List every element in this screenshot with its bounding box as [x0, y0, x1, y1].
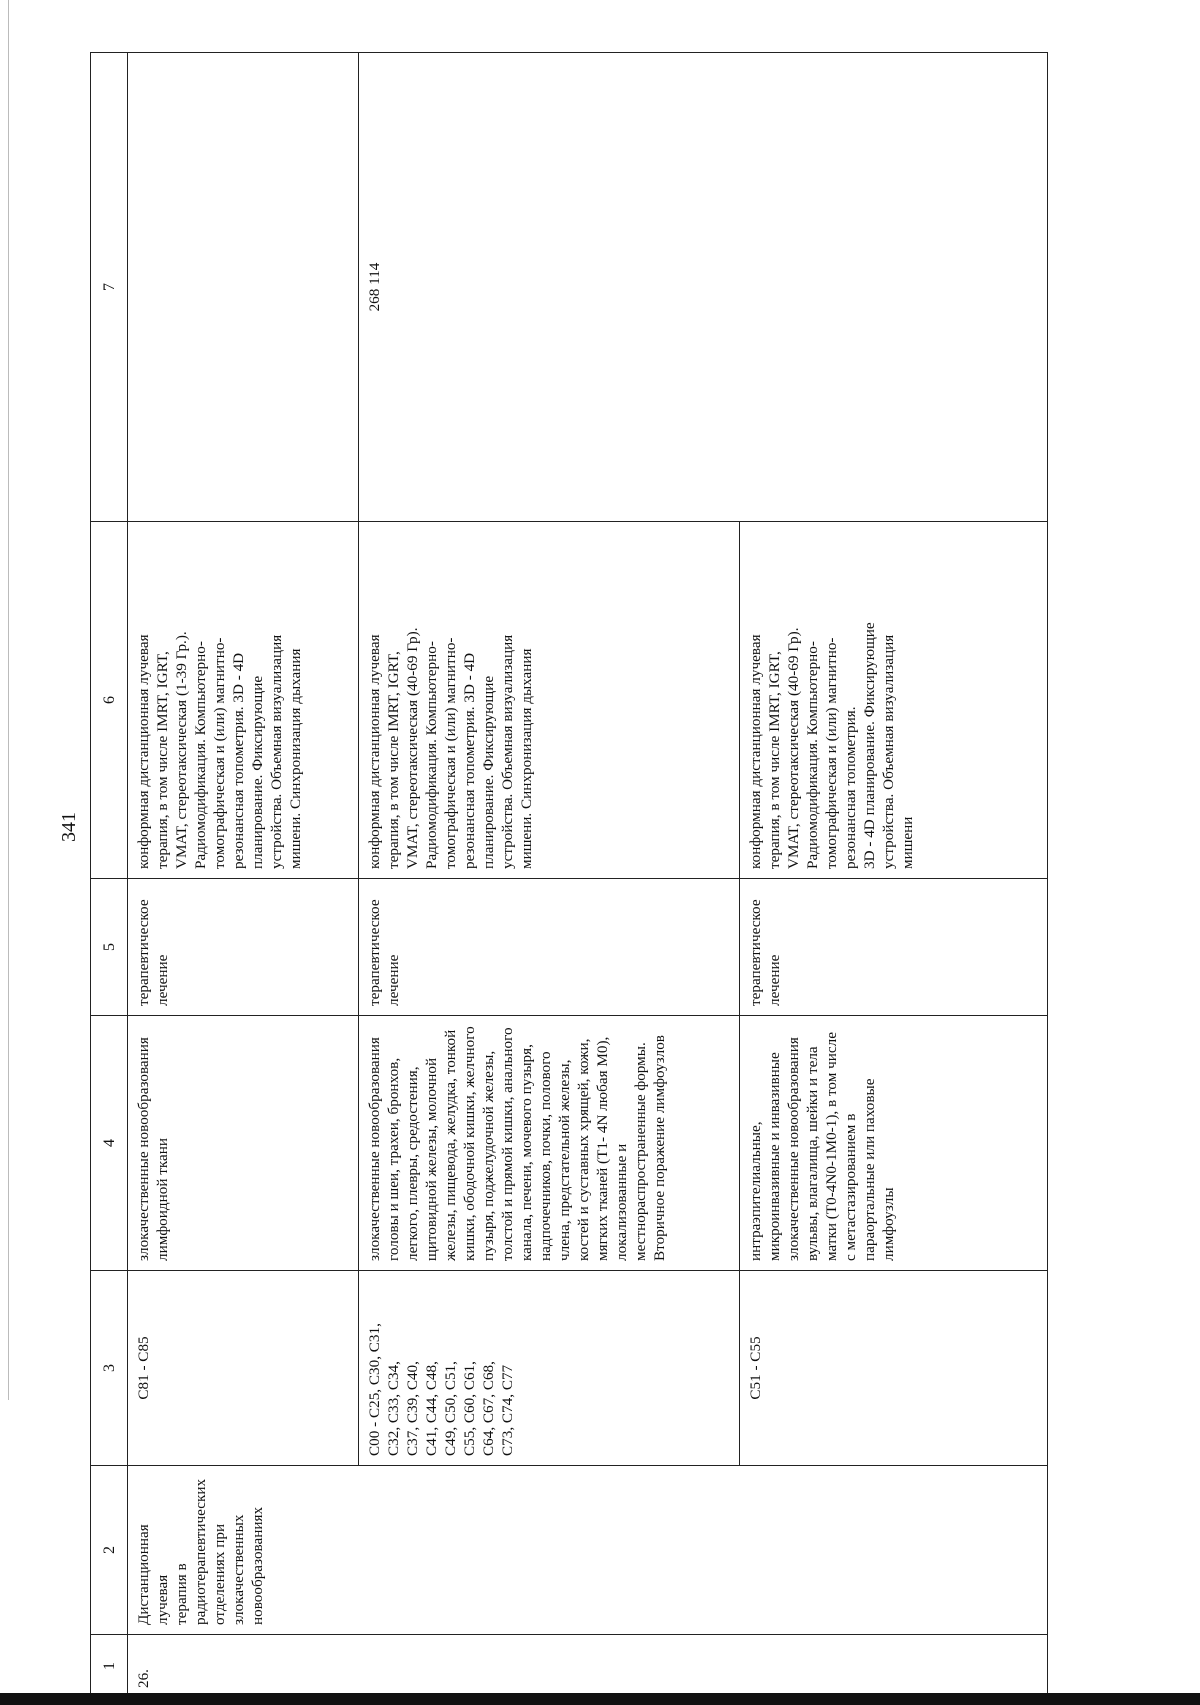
row-number: 26. — [135, 1669, 152, 1688]
rotated-table-container — [90, 60, 1037, 1698]
treatment-group-cell — [128, 1466, 1048, 1635]
treatment-type-cell: терапевтическое лечение — [740, 879, 1048, 1016]
method-cell: конформная дистанционная лучевая терапия, в том числе IMRT, IGRT, VMAT, стереотаксическая (40-69 Гр). Радиомодификация. Компьютерно- томографическая и (или) магнитно- резонансная топометрия. 3D - 4D планирование. Фиксирующие устройства. Объемная визуализация мишени — [740, 522, 1048, 879]
header-col-5: 5 — [91, 879, 128, 1016]
treatment-group: Дистанционная лучевая терапия в радиотерапевтических отделениях при злокачественных новообразованиях — [135, 1478, 266, 1625]
method-cell: конформная дистанционная лучевая терапия, в том числе IMRT, IGRT, VMAT, стереотаксическая (40-69 Гр). Радиомодификация. Компьютерно- томографическая и (или) магнитно- резонансная топометрия. 3D - 4D планирование. Фиксирующие устройства. Объемная визуализация мишени. Синхронизация дыхания — [359, 522, 740, 879]
scan-edge-line — [8, 0, 9, 1400]
header-col-3: 3 — [91, 1271, 128, 1466]
treatment-type-cell: терапевтическое лечение — [128, 879, 359, 1016]
table-row — [128, 53, 359, 1698]
method-cell: конформная дистанционная лучевая терапия, в том числе IMRT, IGRT, VMAT, стереотаксическая (1-39 Гр.). Радиомодификация. Компьютерно- томографическая и (или) магнитно- резонансная топометрия. 3D - 4D планирование. Фиксирующие устройства. Объемная визуализация мишени. Синхронизация дыхания — [128, 522, 359, 879]
scan-bottom-border — [0, 1693, 1200, 1705]
table-header-row — [91, 53, 128, 1698]
icd-codes-cell: C00 - C25, C30, C31, C32, C33, C34, C37, C39, C40, C41, C44, C48, C49, C50, C51, C55, C60, C61, C64, C67, C68, C73, C74, C77 — [359, 1271, 740, 1466]
treatment-type-cell: терапевтическое лечение — [359, 879, 740, 1016]
icd-codes-cell: C51 - C55 — [740, 1271, 1048, 1466]
diagnosis-cell: злокачественные новообразования головы и шеи, трахеи, бронхов, легкого, плевры, средостения, щитовидной железы, молочной железы, пищевода, желудка, тонкой кишки, ободочной кишки, желчного пузыря, поджелудочной железы, толстой и прямой кишки, анального канала, печени, мочевого пузыря, надпочечников, почки, полового члена, предстательной железы, костей и суставных хрящей, кожи, мягких тканей (T1- 4N любая M0), локализованные и местнораспространенные формы. Вторичное поражение лимфоузлов — [359, 1016, 740, 1271]
page-number: 341 — [58, 812, 80, 842]
diagnosis-cell: злокачественные новообразования лимфоидной ткани — [128, 1016, 359, 1271]
header-col-7: 7 — [91, 53, 128, 522]
cost-cell: 268 114 — [359, 53, 1048, 522]
header-col-4: 4 — [91, 1016, 128, 1271]
treatment-table — [90, 52, 1048, 1698]
diagnosis-cell: интраэпителиальные, микроинвазивные и инвазивные злокачественные новообразования вульвы, влагалища, шейки и тела матки (T0-4N0-1M0-1), в том числе с метастазированием в параортальные или паховые лимфоузлы — [740, 1016, 1048, 1271]
header-col-2: 2 — [91, 1466, 128, 1635]
cost-cell-empty — [128, 53, 359, 522]
header-col-1: 1 — [91, 1635, 128, 1698]
header-col-6: 6 — [91, 522, 128, 879]
icd-codes-cell: C81 - C85 — [128, 1271, 359, 1466]
row-number-cell — [128, 1635, 1048, 1698]
table-row — [359, 53, 740, 1698]
